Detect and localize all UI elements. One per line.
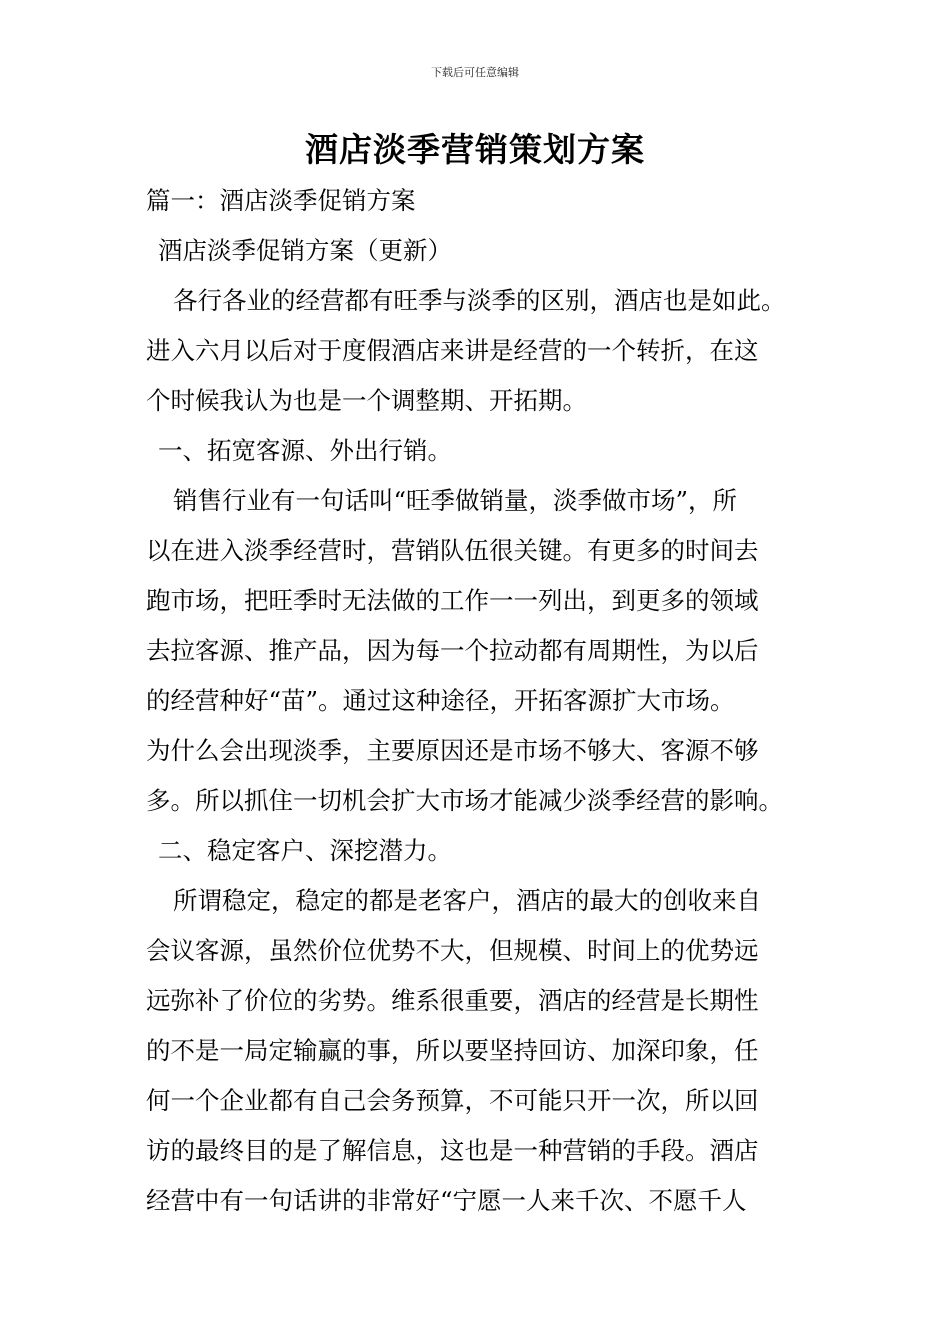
text-line: 的不是一局定输赢的事，所以要坚持回访、加深印象，任 [146,1036,759,1065]
text-line: 以在进入淡季经营时，营销队伍很关键。有更多的时间去 [146,536,759,565]
section-heading: 二、稳定客户、深挖潜力。 [158,836,452,865]
text-line: 篇一：酒店淡季促销方案 [146,186,416,215]
text-line: 进入六月以后对于度假酒店来讲是经营的一个转折，在这 [146,336,759,365]
text-line: 何一个企业都有自己会务预算，不可能只开一次，所以回 [146,1086,759,1115]
text-line: 经营中有一句话讲的非常好“宁愿一人来千次、不愿千人 [146,1186,747,1215]
text-line: 会议客源，虽然价位优势不大，但规模、时间上的优势远 [146,936,759,965]
text-line: 的经营种好“苗”。通过这种途径，开拓客源扩大市场。 [146,686,735,715]
document-body [146,176,826,1226]
text-line: 跑市场，把旺季时无法做的工作一一列出，到更多的领域 [146,586,759,615]
text-line: 酒店淡季促销方案（更新） [158,236,452,265]
text-line: 销售行业有一句话叫“旺季做销量，淡季做市场”，所 [173,486,738,515]
text-line: 为什么会出现淡季，主要原因还是市场不够大、客源不够 [146,736,759,765]
section-heading: 一、拓宽客源、外出行销。 [158,436,452,465]
text-line: 访的最终目的是了解信息，这也是一种营销的手段。酒店 [146,1136,759,1165]
header-note: 下载后可任意编辑 [431,66,519,79]
text-line: 个时候我认为也是一个调整期、开拓期。 [146,386,587,415]
text-line: 远弥补了价位的劣势。维系很重要，酒店的经营是长期性 [146,986,759,1015]
text-line: 去拉客源、推产品，因为每一个拉动都有周期性，为以后 [146,636,759,665]
text-line: 所谓稳定，稳定的都是老客户，酒店的最大的创收来自 [173,886,761,915]
document-title: 酒店淡季营销策划方案 [305,130,645,169]
text-line: 各行各业的经营都有旺季与淡季的区别，酒店也是如此。 [173,286,786,315]
text-line: 多。所以抓住一切机会扩大市场才能减少淡季经营的影响。 [146,786,783,815]
